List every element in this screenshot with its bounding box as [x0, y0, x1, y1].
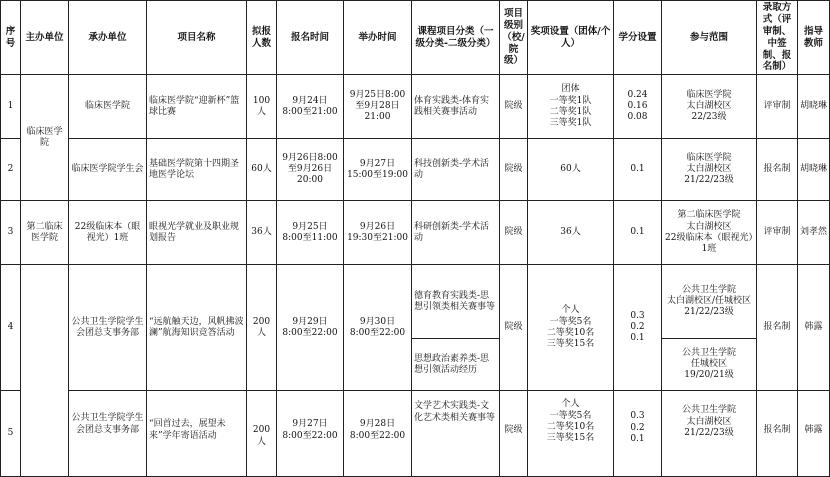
cell-event-time: 9月30日 8:00至22:00	[344, 265, 412, 391]
header-no: 序号	[1, 1, 21, 75]
table-row	[1, 201, 830, 265]
cell-scope: 公共卫生学院 太白湖校区/任城校区 21/22/23级	[662, 265, 757, 339]
cell-category-secondary: 思想政治素养类-思想引领活动经历	[412, 339, 500, 391]
cell-admission-method: 评审制	[757, 75, 798, 139]
header-row	[1, 1, 830, 75]
cell-registration-time: 9月24日 8:00至21:00	[277, 75, 344, 139]
cell-organizer: 临床医学院学生会	[69, 139, 147, 201]
cell-quota: 60人	[247, 139, 277, 201]
cell-registration-time: 9月29日 8:00至22:00	[277, 265, 344, 391]
cell-no: 4	[1, 265, 21, 391]
cell-scope: 临床医学院 太白湖校区 22/23级	[662, 75, 757, 139]
cell-category: 文学艺术实践类-文化艺术类相关赛事等	[412, 391, 500, 477]
table-row	[1, 139, 830, 201]
cell-project-name: “回首过去，展望未来”学年寄语活动	[147, 391, 247, 477]
header-category: 课程项目分类（一级分类-二级分类）	[412, 1, 500, 75]
cell-category: 德育教育实践类-思想引领类相关赛事等	[412, 265, 500, 339]
cell-project-name: 眼视光学就业及职业规划报告	[147, 201, 247, 265]
cell-quota: 200人	[247, 391, 277, 477]
cell-scope: 第二临床医学院 太白湖校区 22级临床本（眼视光）1班	[662, 201, 757, 265]
cell-no: 2	[1, 139, 21, 201]
header-admission-method: 录取方式（评审制、中签制、报名制）	[757, 1, 798, 75]
cell-level: 院级	[500, 265, 528, 391]
cell-awards: 60人	[528, 139, 614, 201]
cell-organizer: 临床医学院	[69, 75, 147, 139]
cell-no: 5	[1, 391, 21, 477]
cell-category: 体育实践类-体育实践相关赛事活动	[412, 75, 500, 139]
table-row	[1, 75, 830, 139]
cell-level: 院级	[500, 201, 528, 265]
cell-credit: 0.1	[614, 139, 662, 201]
cell-level: 院级	[500, 139, 528, 201]
cell-organizer: 公共卫生学院学生会团总支事务部	[69, 265, 147, 391]
cell-host: 第二临床医学院	[21, 201, 69, 265]
cell-organizer: 22级临床本（眼视光）1班	[69, 201, 147, 265]
cell-credit: 0.3 0.2 0.1	[614, 391, 662, 477]
cell-teacher: 韩露	[798, 265, 830, 391]
cell-awards: 团体 一等奖1队 二等奖1队 三等奖1队	[528, 75, 614, 139]
cell-scope: 临床医学院 太白湖校区 21/22/23级	[662, 139, 757, 201]
cell-admission-method: 报名制	[757, 391, 798, 477]
cell-category: 科技创新类-学术活动	[412, 139, 500, 201]
cell-level: 院级	[500, 75, 528, 139]
cell-project-name: 临床医学院“迎新杯”篮球比赛	[147, 75, 247, 139]
cell-admission-method: 评审制	[757, 201, 798, 265]
cell-event-time: 9月27日 15:00至19:00	[344, 139, 412, 201]
cell-event-time: 9月28日 8:00至22:00	[344, 391, 412, 477]
cell-admission-method: 报名制	[757, 139, 798, 201]
header-event-time: 举办时间	[344, 1, 412, 75]
cell-quota: 100人	[247, 75, 277, 139]
header-teacher: 指导教师	[798, 1, 830, 75]
cell-credit: 0.3 0.2 0.1	[614, 265, 662, 391]
cell-admission-method: 报名制	[757, 265, 798, 391]
cell-event-time: 9月26日 19:30至21:00	[344, 201, 412, 265]
header-credit: 学分设置	[614, 1, 662, 75]
cell-awards: 个人 一等奖5名 二等奖10名 三等奖15名	[528, 265, 614, 391]
cell-event-time: 9月25日8:00至9月28日 21:00	[344, 75, 412, 139]
cell-teacher: 韩露	[798, 391, 830, 477]
header-level: 项目级别（校/院级）	[500, 1, 528, 75]
cell-registration-time: 9月26日8:00至9月26日 20:00	[277, 139, 344, 201]
cell-awards: 个人 一等奖5名 二等奖10名 三等奖15名	[528, 391, 614, 477]
cell-host: 临床医学院	[21, 75, 69, 201]
cell-project-name: 基础医学院第十四期圣地医学论坛	[147, 139, 247, 201]
header-registration-time: 报名时间	[277, 1, 344, 75]
cell-no: 3	[1, 201, 21, 265]
cell-scope-secondary: 公共卫生学院 任城校区 19/20/21级	[662, 339, 757, 391]
header-organizer: 承办单位	[69, 1, 147, 75]
cell-credit: 0.24 0.16 0.08	[614, 75, 662, 139]
cell-organizer: 公共卫生学院学生会团总支事务部	[69, 391, 147, 477]
cell-project-name: “远航触天边，风帆拂波澜”航海知识竞答活动	[147, 265, 247, 391]
cell-awards: 36人	[528, 201, 614, 265]
table-row	[1, 391, 830, 477]
cell-teacher: 胡晓琳	[798, 75, 830, 139]
header-host: 主办单位	[21, 1, 69, 75]
cell-teacher: 刘孝然	[798, 201, 830, 265]
header-awards: 奖项设置（团体/个人）	[528, 1, 614, 75]
cell-credit: 0.1	[614, 201, 662, 265]
cell-registration-time: 9月25日 8:00至11:00	[277, 201, 344, 265]
cell-category: 科研创新类-学术活动	[412, 201, 500, 265]
cell-host	[21, 265, 69, 477]
cell-registration-time: 9月27日 8:00至22:00	[277, 391, 344, 477]
cell-scope: 公共卫生学院 太白湖校区 21/22/23级	[662, 391, 757, 477]
cell-quota: 36人	[247, 201, 277, 265]
cell-level: 院级	[500, 391, 528, 477]
cell-teacher: 胡晓琳	[798, 139, 830, 201]
header-project-name: 项目名称	[147, 1, 247, 75]
cell-no: 1	[1, 75, 21, 139]
table-row	[1, 265, 830, 339]
header-quota: 拟报人数	[247, 1, 277, 75]
header-scope: 参与范围	[662, 1, 757, 75]
cell-quota: 200人	[247, 265, 277, 391]
